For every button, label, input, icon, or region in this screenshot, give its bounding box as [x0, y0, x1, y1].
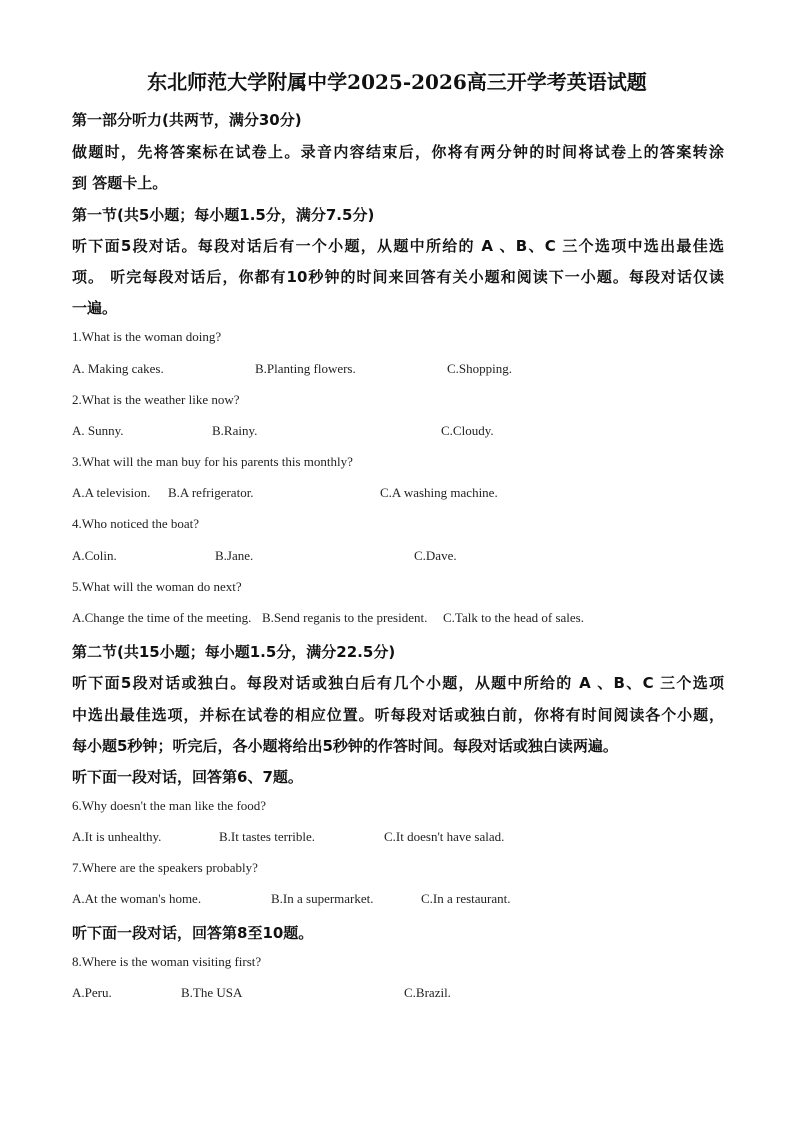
question-text: 6.Why doesn't the man like the food?	[72, 798, 267, 813]
section2-instruction-line: 中选出最佳选项，并标在试卷的相应位置。听每段对话或独白前，你将有时间阅读各个小题，	[72, 706, 724, 724]
option-a: A.It is unhealthy.	[72, 829, 162, 844]
question-text: 5.What will the woman do next?	[72, 579, 242, 594]
option-b: B.In a supermarket.	[271, 891, 374, 906]
part1-instruction-line: 做题时，先将答案标在试卷上。录音内容结束后，你将有两分钟的时间将试卷上的答案转涂	[72, 143, 724, 161]
option-c: C.It doesn't have salad.	[384, 829, 505, 844]
option-b: B.Jane.	[215, 548, 254, 563]
section1-instruction-line: 一遍。	[72, 299, 118, 317]
option-b: B.A refrigerator.	[168, 485, 254, 500]
section1-instruction-line: 项。 听完每段对话后，你都有10秒钟的时间来回答有关小题和阅读下一小题。每段对话仅读	[72, 268, 724, 286]
option-a: A.Colin.	[72, 548, 117, 563]
question-text: 4.Who noticed the boat?	[72, 516, 200, 531]
section2-instruction-line: 听下面5段对话或独白。每段对话或独白后有几个小题，从题中所给的 A 、B、C 三个选项	[72, 674, 724, 692]
group-heading: 听下面一段对话，回答第6、7题。	[72, 768, 303, 786]
option-a: A.At the woman's home.	[72, 891, 202, 906]
option-c: C.Talk to the head of sales.	[443, 610, 584, 625]
page-title: 东北师范大学附属中学2025-2026高三开学考英语试题	[147, 70, 647, 94]
option-c: C.In a restaurant.	[421, 891, 511, 906]
section1-heading: 第一节(共5小题；每小题1.5分，满分7.5分)	[72, 206, 375, 224]
option-c: C.Cloudy.	[441, 423, 494, 438]
section1-instruction-line: 听下面5段对话。每段对话后有一个小题，从题中所给的 A 、B、C 三个选项中选出最佳选	[72, 237, 724, 255]
question-text: 1.What is the woman doing?	[72, 329, 222, 344]
question-text: 8.Where is the woman visiting first?	[72, 954, 262, 969]
question-text: 2.What is the weather like now?	[72, 392, 240, 407]
option-a: A.Change the time of the meeting.	[72, 610, 252, 625]
option-a: A. Sunny.	[72, 423, 124, 438]
part1-heading: 第一部分听力(共两节，满分30分)	[72, 111, 302, 129]
option-c: C.Dave.	[414, 548, 457, 563]
option-b: B.It tastes terrible.	[219, 829, 316, 844]
group-heading: 听下面一段对话，回答第8至10题。	[72, 924, 314, 942]
option-b: B.The USA	[181, 985, 243, 1000]
option-c: C.Brazil.	[404, 985, 451, 1000]
option-c: C.Shopping.	[447, 361, 513, 376]
option-c: C.A washing machine.	[380, 485, 498, 500]
question-text: 3.What will the man buy for his parents this monthly?	[72, 454, 353, 469]
option-b: B.Rainy.	[212, 423, 258, 438]
option-b: B.Planting flowers.	[255, 361, 356, 376]
part1-instruction-line: 到 答题卡上。	[72, 174, 168, 192]
option-a: A.A television.	[72, 485, 151, 500]
option-b: B.Send reganis to the president.	[262, 610, 428, 625]
question-text: 7.Where are the speakers probably?	[72, 860, 258, 875]
section2-heading: 第二节(共15小题；每小题1.5分，满分22.5分)	[72, 643, 396, 661]
option-a: A. Making cakes.	[72, 361, 164, 376]
option-a: A.Peru.	[72, 985, 112, 1000]
section2-instruction-line: 每小题5秒钟；听完后，各小题将给出5秒钟的作答时间。每段对话或独白读两遍。	[72, 737, 618, 755]
